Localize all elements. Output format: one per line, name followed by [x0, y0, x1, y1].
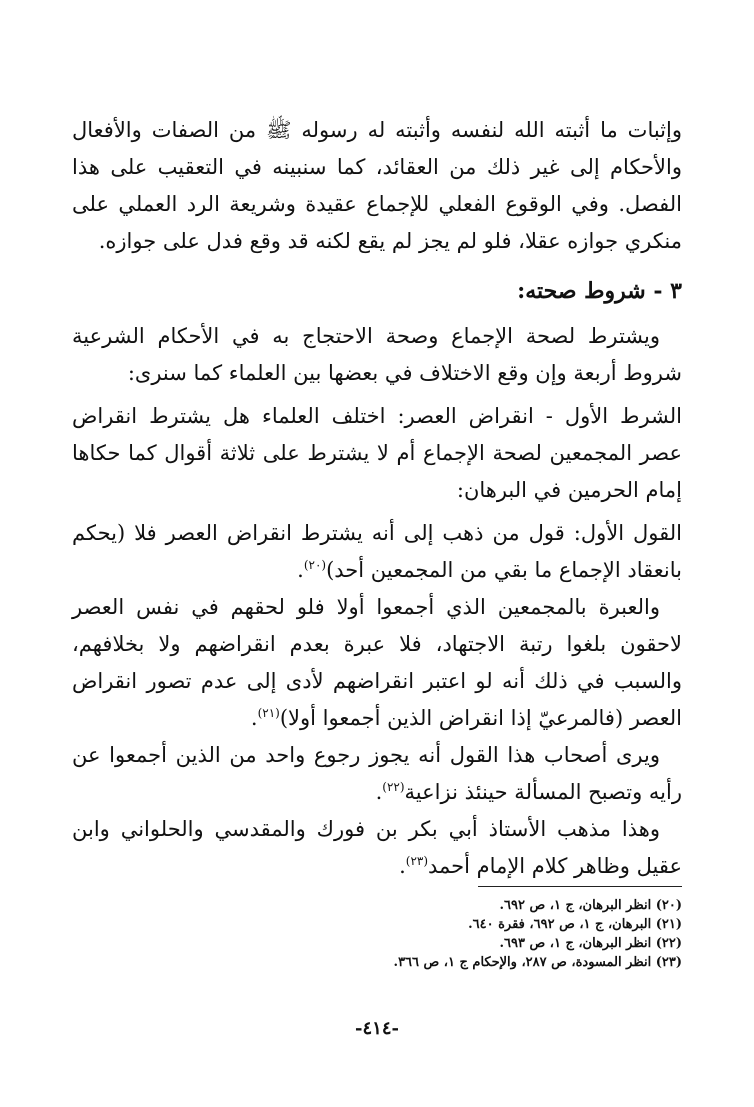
page-body [72, 112, 682, 885]
page-number: -٤١٤- [355, 1018, 399, 1039]
paragraph-5 [72, 589, 682, 737]
paragraph-3: الشرط الأول - انقراض العصر: اختلف العلماء هل يشترط انقراض عصر المجمعين لصحة الإجماع أم لا يشترط على ثلاثة أقوال كما حكاها إمام الحرمين في البرهان: [72, 404, 682, 502]
footnote-23: (٢٣) انظر المسودة، ص ٢٨٧، والإحكام ج ١، ص ٣٦٦. [393, 955, 682, 970]
paragraph-6-end: . [375, 780, 383, 804]
paragraph-7-end: . [399, 854, 406, 878]
paragraph-4-end: . [297, 558, 304, 582]
footnote-ref-21: (٢١) [257, 706, 280, 720]
footnote-20: (٢٠) انظر البرهان، ج ١، ص ٦٩٢. [499, 898, 682, 913]
footnote-divider [478, 886, 682, 887]
footnote-ref-23: (٢٣) [405, 854, 429, 868]
footnotes-list [72, 896, 682, 972]
paragraph-1: وإثبات ما أثبته الله لنفسه وأثبته له رسوله ﷺ من الصفات والأفعال والأحكام إلى غير ذلك من العقائد، كما سنبينه في التعقيب على هذا الفصل. وفي الوقوع الفعلي للإجماع عقيدة وشريعة الرد العملي على منكري جوازه عقلا، فلو لم يجز لم يقع لكنه قد وقع فدل على جوازه. [72, 118, 682, 253]
paragraph-7-text: وهذا مذهب الأستاذ أبي بكر بن فورك والمقدسي والحلواني وابن عقيل وظاهر كلام الإمام أحمد [72, 817, 682, 878]
footnote-ref-22: (٢٢) [382, 780, 405, 794]
paragraph-6 [72, 737, 682, 811]
section-heading: ٣ - شروط صحته: [517, 278, 682, 304]
footnote-21: (٢١) البرهان، ج ١، ص ٦٩٢، فقرة ٦٤٠. [468, 917, 682, 932]
footnote-22: (٢٢) انظر البرهان، ج ١، ص ٦٩٣. [499, 936, 682, 951]
paragraph-5-end: . [250, 706, 258, 730]
paragraph-4-text: القول الأول: قول من ذهب إلى أنه يشترط انقراض العصر فلا (يحكم بانعقاد الإجماع ما بقي من المجمعين أحد) [72, 521, 682, 582]
paragraph-5-text: والعبرة بالمجمعين الذي أجمعوا أولا فلو لحقهم في نفس العصر لاحقون بلغوا رتبة الاجتهاد، فلا عبرة بعدم انقراضهم ولا بخلافهم، والسبب في ذلك أنه لو اعتبر انقراضهم لأدى إلى عدم تصور انقراض العصر (فالمرعيّ إذا انقراض الذين أجمعوا أولا) [72, 595, 682, 730]
footnote-ref-20: (٢٠) [303, 558, 327, 572]
paragraph-7 [72, 811, 682, 885]
paragraph-4 [72, 515, 682, 589]
paragraph-6-text: ويرى أصحاب هذا القول أنه يجوز رجوع واحد من الذين أجمعوا عن رأيه وتصبح المسألة حينئذ نزاعية [72, 743, 682, 804]
paragraph-2: ويشترط لصحة الإجماع وصحة الاحتجاج به في الأحكام الشرعية شروط أربعة وإن وقع الاختلاف في بعضها بين العلماء كما سنرى: [72, 324, 682, 385]
